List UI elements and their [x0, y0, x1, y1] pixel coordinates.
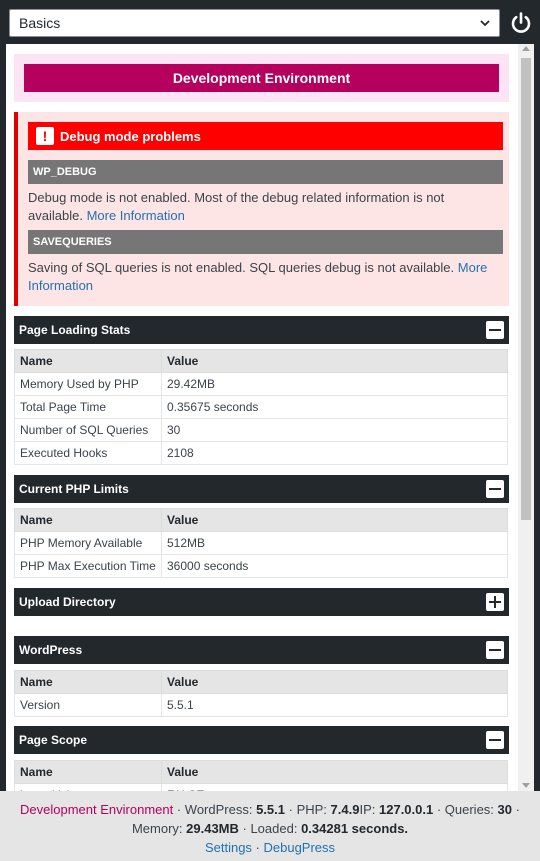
table-row: Number of SQL Queries 30	[15, 419, 508, 442]
table-row: Version 5.5.1	[15, 694, 508, 717]
table-header-row: Name Value	[15, 350, 508, 373]
savequeries-text: Saving of SQL queries is not enabled. SQL queries debug is not available. More Information	[28, 260, 488, 293]
upload-directory-header[interactable]	[14, 588, 509, 616]
expand-icon[interactable]	[486, 593, 504, 611]
more-information-link[interactable]: More Information	[28, 260, 488, 293]
debugpress-link[interactable]: DebugPress	[263, 840, 336, 855]
environment-banner: Development Environment	[24, 64, 499, 92]
collapse-icon[interactable]	[486, 480, 504, 498]
footer-loaded: 0.34281 seconds.	[301, 821, 409, 836]
top-bar	[0, 0, 540, 44]
page-scope-header[interactable]	[14, 726, 509, 754]
collapse-icon[interactable]	[486, 731, 504, 749]
panel-title: WordPress	[19, 643, 83, 657]
table-row: Total Page Time 0.35675 seconds	[15, 396, 508, 419]
page-loading-stats-table	[14, 349, 508, 465]
status-footer	[0, 791, 540, 861]
footer-php-version: 7.4.9	[330, 802, 360, 817]
wordpress-header[interactable]	[14, 636, 509, 664]
panel-title: Upload Directory	[19, 595, 116, 609]
footer-wp-version: 5.5.1	[256, 802, 286, 817]
footer-ip: 127.0.0.1	[379, 802, 434, 817]
table-header-row: Name Value	[15, 671, 508, 694]
footer-memory: 29.43MB	[186, 821, 239, 836]
footer-line-3: Settings · DebugPress	[204, 840, 336, 855]
view-select-value: Basics	[19, 15, 61, 31]
collapse-icon[interactable]	[486, 321, 504, 339]
debug-problems-title: Debug mode problems	[60, 128, 201, 144]
table-row: PHP Memory Available 512MB	[15, 532, 508, 555]
wp-debug-header: WP_DEBUG	[28, 160, 503, 184]
debug-panel-content	[6, 44, 518, 791]
footer-line-1: Development Environment · WordPress: 5.5.1 · PHP: 7.4.9IP: 127.0.0.1 · Queries: 30 ·	[20, 802, 520, 817]
power-icon[interactable]	[508, 10, 534, 36]
debug-problems-box	[14, 112, 509, 306]
scroll-up-icon[interactable]	[522, 46, 530, 51]
more-information-link[interactable]: More Information	[86, 208, 185, 223]
table-row: PHP Max Execution Time 36000 seconds	[15, 555, 508, 578]
php-limits-table	[14, 508, 508, 578]
php-limits-header[interactable]	[14, 475, 509, 503]
savequeries-header: SAVEQUERIES	[28, 230, 503, 254]
footer-line-2: Memory: 29.43MB · Loaded: 0.34281 seconds.	[131, 821, 409, 836]
view-select[interactable]	[9, 9, 500, 37]
panel-title: Current PHP Limits	[19, 482, 129, 496]
page-loading-stats-header[interactable]	[14, 316, 509, 344]
warning-icon: !	[36, 127, 54, 145]
collapse-icon[interactable]	[486, 641, 504, 659]
debug-problems-header	[28, 122, 503, 150]
panel-title: Page Scope	[19, 733, 88, 747]
table-row: Memory Used by PHP 29.42MB	[15, 373, 508, 396]
wp-debug-text: Debug mode is not enabled. Most of the debug related information is not available. More Information	[28, 190, 445, 223]
footer-environment: Development Environment	[20, 802, 174, 817]
scrollbar-thumb[interactable]	[521, 58, 531, 520]
wordpress-table	[14, 670, 508, 717]
table-header-row: Name Value	[15, 761, 508, 784]
table-row: Executed Hooks 2108	[15, 442, 508, 465]
panel-title: Page Loading Stats	[19, 323, 131, 337]
footer-queries: 30	[497, 802, 513, 817]
vertical-scrollbar[interactable]	[518, 44, 534, 791]
table-header-row: Name Value	[15, 509, 508, 532]
chevron-down-icon	[479, 17, 491, 29]
settings-link[interactable]: Settings	[204, 840, 252, 855]
scroll-down-icon[interactable]	[522, 783, 530, 788]
environment-box	[14, 54, 509, 102]
